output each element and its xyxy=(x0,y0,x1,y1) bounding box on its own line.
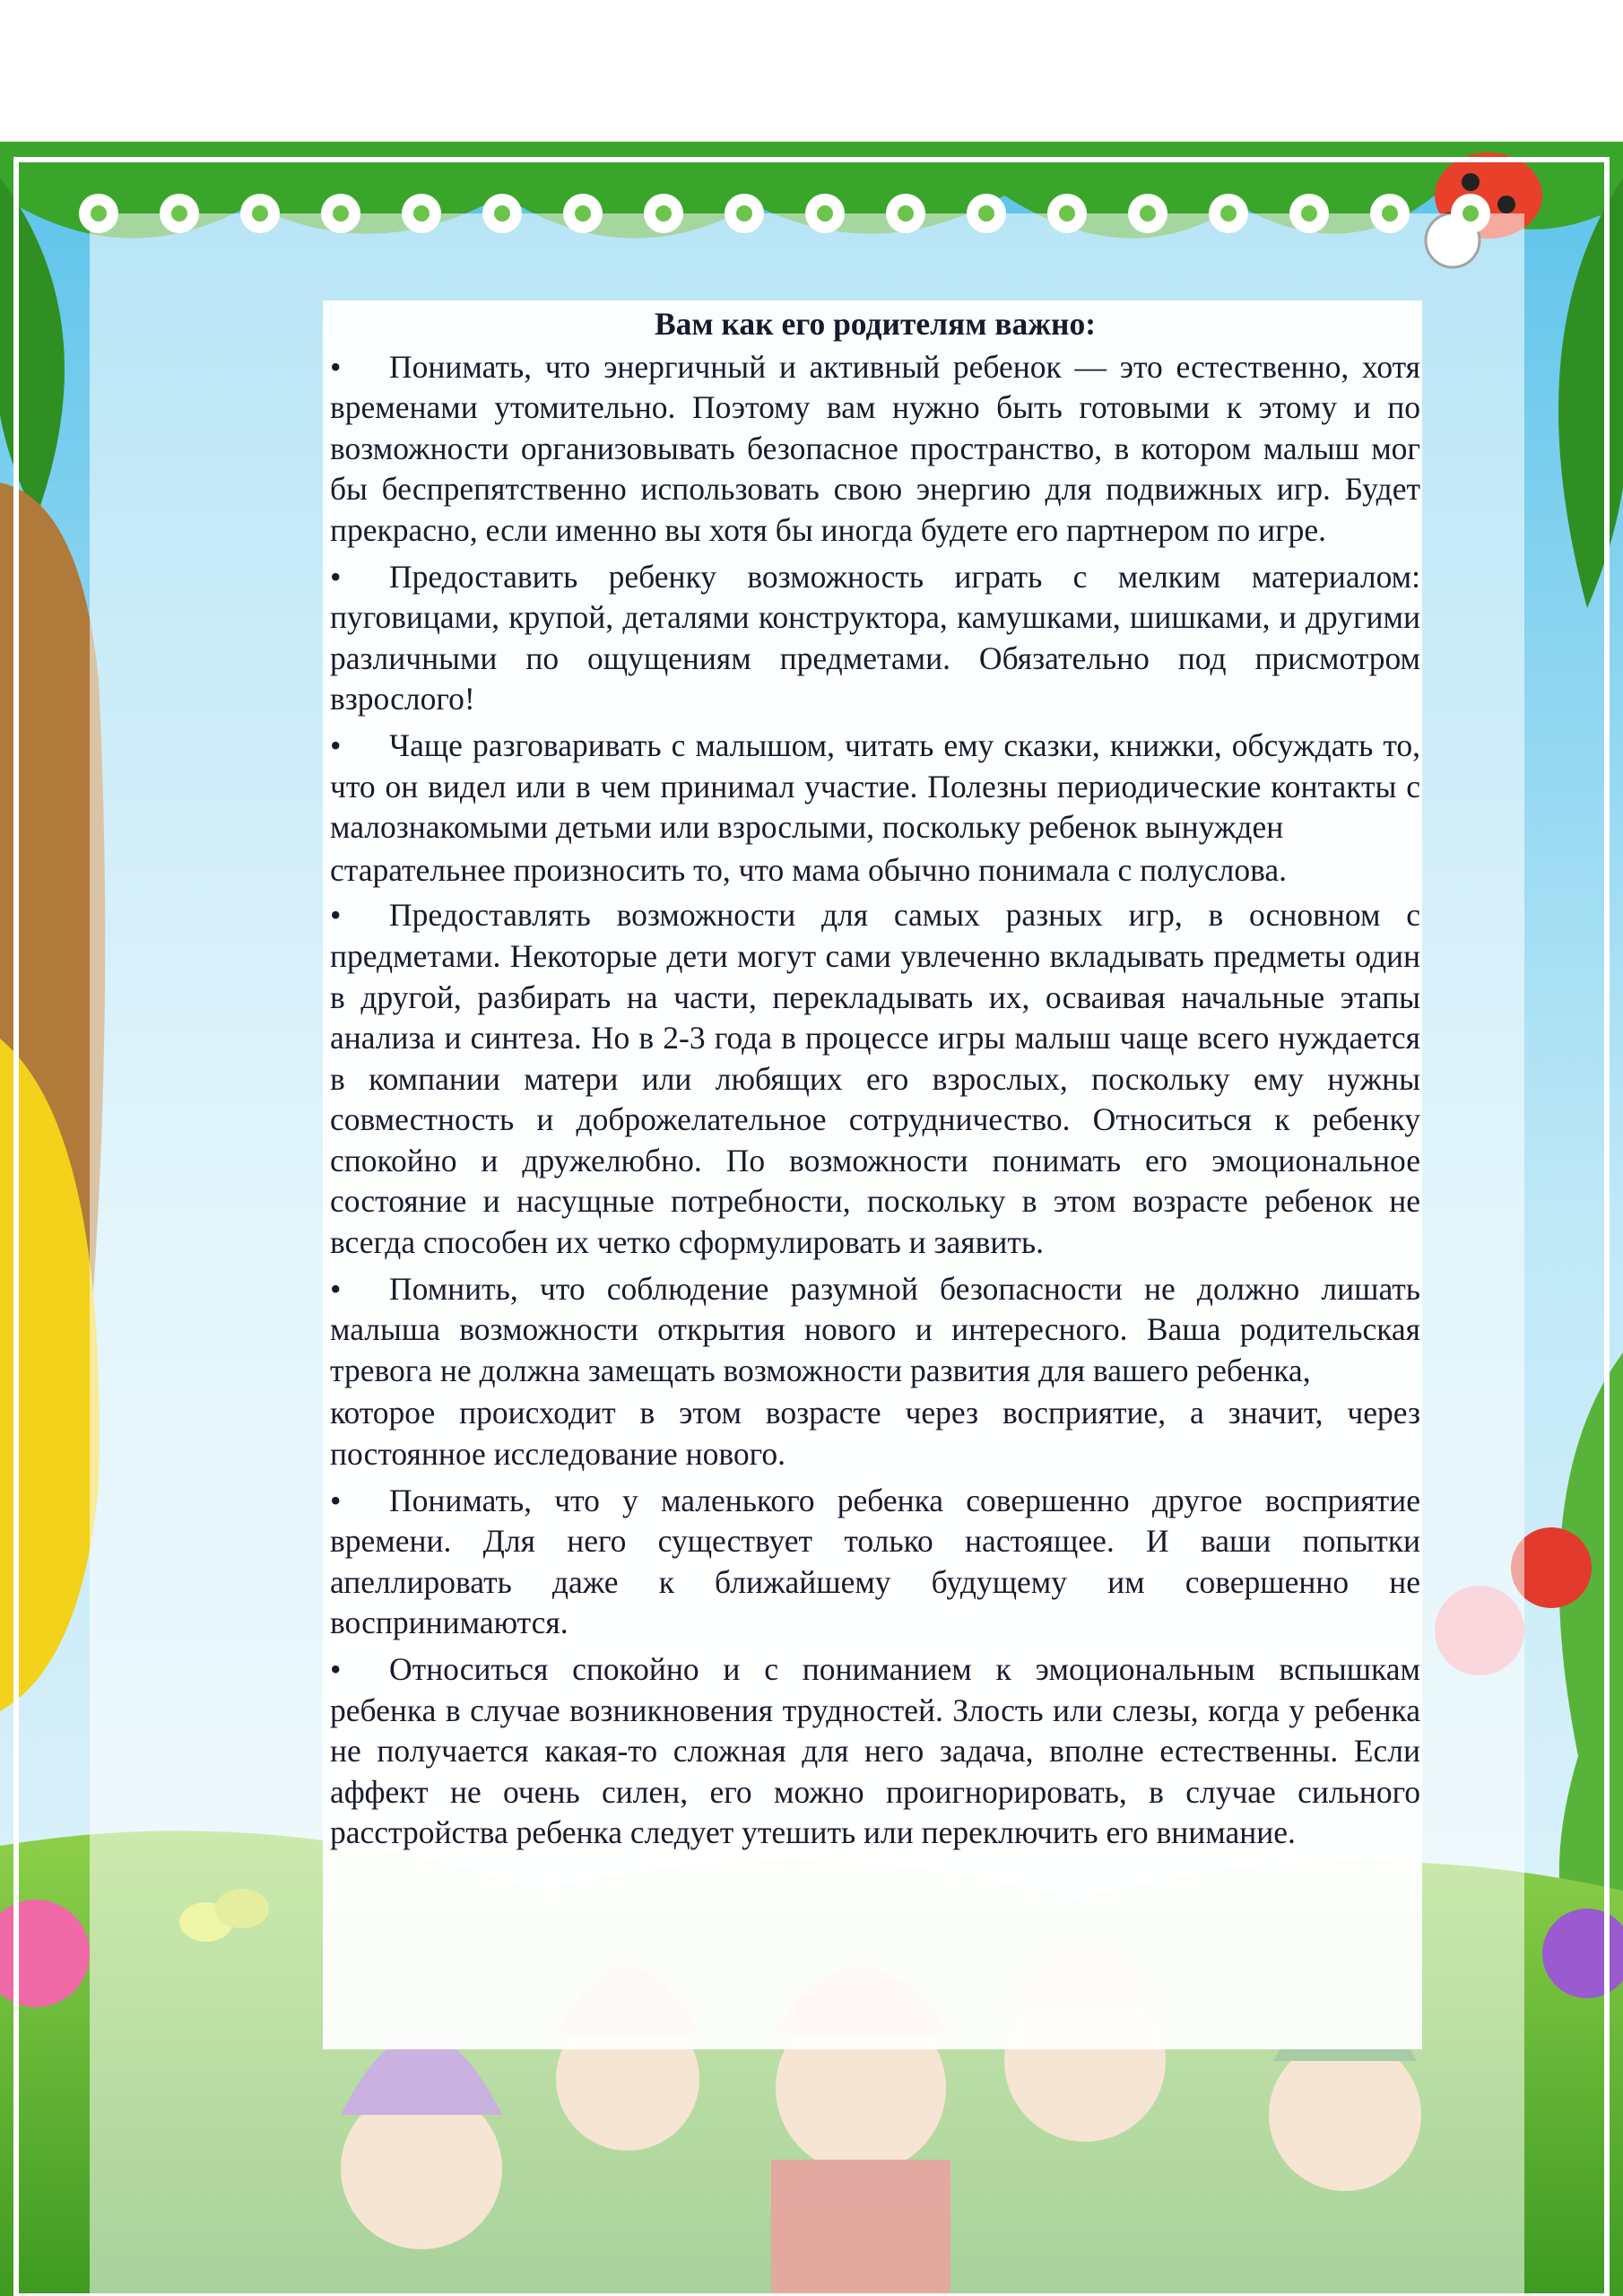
bullet-icon: • xyxy=(330,726,342,763)
paragraph-4: • Предоставлять возможности для самых разных игр, в основном с предметами. Некоторые дети могут сами увлеченно вкладывать предметы один в другой, разбирать на части, перекладывать их, осваивая начальные этапы анализа и синтеза. Но в 2-3 года в процессе игры малыш чаще всего нуждается в компании матери или любящих его взрослых, поскольку ему нужны совместность и доброжелательное сотрудничество. Относиться к ребенку спокойно и дружелюбно. По возможности понимать его эмоциональное состояние и насущные потребности, поскольку в этом возрасте ребенок не всегда способен их четко сформулировать и заявить. xyxy=(330,897,1420,1261)
bullet-icon: • xyxy=(330,1651,342,1687)
paragraph-5-continuation: которое происходит в этом возрасте через восприятие, а значит, через постоянное исследование нового. xyxy=(330,1395,1420,1473)
paragraph-6: • Понимать, что у маленького ребенка совершенно другое восприятие времени. Для него существует только настоящее. И ваши попытки апеллировать даже к ближайшему будущему им совершенно не воспринимаются. xyxy=(330,1482,1420,1641)
paragraph-3-continuation: старательнее произносить то, что мама обычно понимала с полуслова. xyxy=(330,851,1288,888)
document-title: Вам как его родителям важно: xyxy=(654,306,1097,342)
paragraph-1: • Понимать, что энергичный и активный ребенок — это естественно, хотя временами утомительно. Поэтому вам нужно быть готовыми к этому и по возможности организовывать безопасное пространство, в котором малыш мог бы беспрепятственно использовать свою энергию для подвижных игр. Будет прекрасно, если именно вы хотя бы иногда будете его партнером по игре. xyxy=(330,348,1420,548)
bullet-icon: • xyxy=(330,558,342,595)
bullet-icon: • xyxy=(330,1482,342,1518)
paragraph-2: • Предоставить ребенку возможность играть с мелким материалом: пуговицами, крупой, деталями конструктора, камушками, шишками, и другими различными по ощущениям предметами. Обязательно под присмотром взрослого! xyxy=(330,558,1420,718)
paragraph-3: • Чаще разговаривать с малышом, читать ему сказки, книжки, обсуждать то, что он видел или в чем принимал участие. Полезны периодические контакты с малознакомыми детьми или взрослыми, поскольку ребенок вынужден xyxy=(330,726,1420,846)
bullet-icon: • xyxy=(330,1270,342,1307)
paragraph-5: • Помнить, что соблюдение разумной безопасности не должно лишать малыша возможности открытия нового и интересного. Ваша родительская тревога не должна замещать возможности развития для вашего ребенка, xyxy=(330,1270,1420,1388)
bullet-icon: • xyxy=(330,897,342,934)
text-panel xyxy=(323,300,1422,2049)
paragraph-7: • Относиться спокойно и с пониманием к эмоциональным вспышкам ребенка в случае возникновения трудностей. Злость или слезы, когда у ребенка не получается какая-то сложная для него задача, вполне естественны. Если аффект не очень силен, его можно проигнорировать, в случае сильного расстройства ребенка следует утешить или переключить его внимание. xyxy=(330,1651,1420,1851)
bullet-icon: • xyxy=(330,348,342,385)
